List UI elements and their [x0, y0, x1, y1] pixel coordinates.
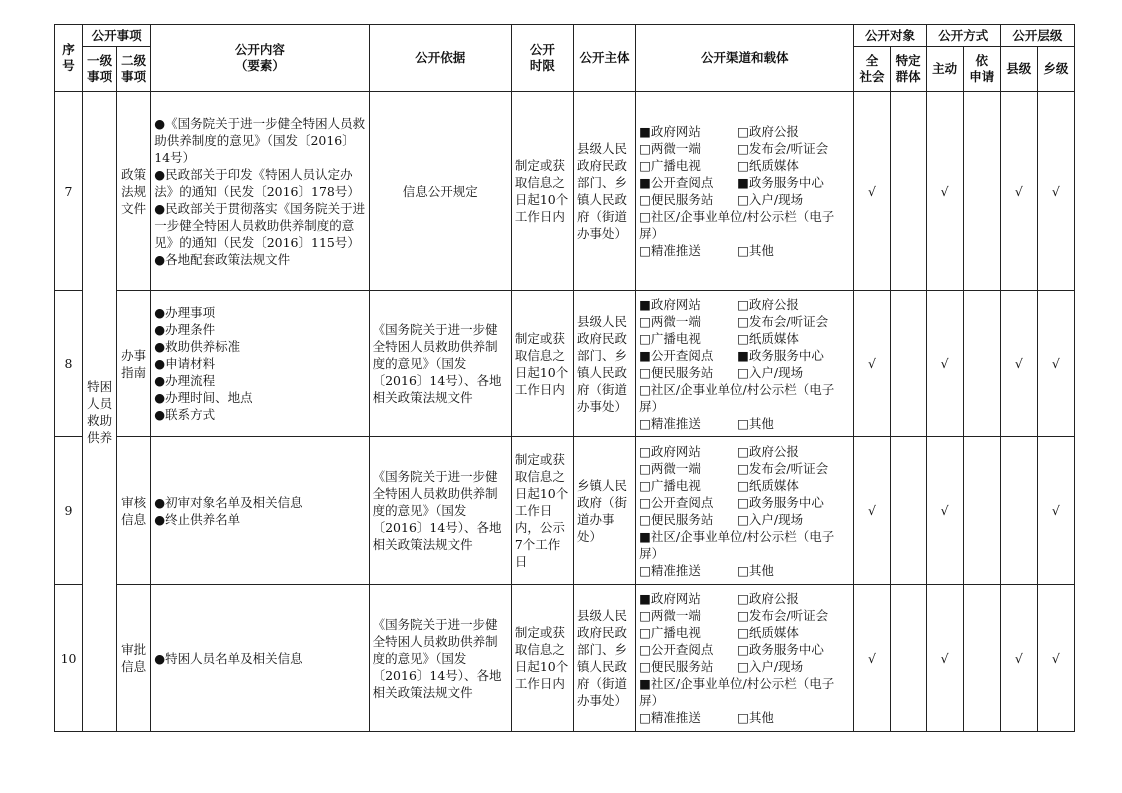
header-items-group: 公开事项 — [83, 25, 151, 47]
channel-option: □便民服务站 — [639, 659, 714, 674]
header-level2: 二级 事项 — [117, 47, 151, 92]
channel-option: □发布会/听证会 — [737, 608, 829, 623]
channel-option: □精准推送 — [639, 710, 701, 725]
row-channels — [636, 92, 854, 291]
channel-option: □公开查阅点 — [639, 642, 714, 657]
content-bullet: ●民政部关于印发《特困人员认定办法》的通知（民发〔2016〕178号） — [154, 166, 360, 199]
header-method-request: 依 申请 — [963, 47, 1000, 92]
table-row — [55, 437, 1075, 585]
content-bullet: ●特困人员名单及相关信息 — [154, 650, 303, 666]
row-level-county — [1000, 437, 1037, 585]
header-subject: 公开主体 — [573, 25, 635, 92]
row-method-active: √ — [926, 291, 963, 437]
content-bullet: ●终止供养名单 — [154, 511, 241, 527]
content-bullet: ●联系方式 — [154, 407, 216, 422]
channel-option: □政府公报 — [737, 591, 799, 606]
header-seq: 序 号 — [55, 25, 83, 92]
header-method-group: 公开方式 — [926, 25, 1000, 47]
content-bullet: ●民政部关于贯彻落实《国务院关于进一步健全特困人员救助供养制度的意见》的通知（民发〔2016〕115号） — [154, 200, 366, 250]
channel-option: □发布会/听证会 — [737, 313, 829, 329]
channel-option: □纸质媒体 — [737, 330, 799, 346]
header-level1: 一级 事项 — [83, 47, 117, 92]
channel-option: ■公开查阅点 — [639, 347, 714, 363]
channel-option: □便民服务站 — [639, 511, 714, 527]
channel-option: □入户/现场 — [737, 192, 804, 207]
row-basis: 信息公开规定 — [369, 92, 511, 291]
channel-option: □公开查阅点 — [639, 494, 714, 510]
channel-option: □广播电视 — [639, 330, 701, 346]
row-subitem: 审批信息 — [117, 585, 151, 732]
content-bullet: ●申请材料 — [154, 356, 216, 371]
content-bullet: ●办理时间、地点 — [154, 390, 253, 405]
row-method-request — [963, 92, 1000, 291]
channel-option: □便民服务站 — [639, 364, 714, 380]
channel-option: □便民服务站 — [639, 192, 714, 207]
channel-option: ■公开查阅点 — [639, 175, 714, 190]
channel-option: □政府公报 — [737, 124, 799, 139]
row-content — [151, 437, 369, 585]
header-channels: 公开渠道和载体 — [636, 25, 854, 92]
channel-option: □发布会/听证会 — [737, 460, 829, 476]
channel-option: □入户/现场 — [737, 659, 804, 674]
row-audience-all: √ — [854, 92, 890, 291]
channel-option: □精准推送 — [639, 243, 701, 258]
content-bullet: ●救助供养标准 — [154, 339, 241, 354]
header-audience-specific: 特定 群体 — [890, 47, 926, 92]
channel-option: □纸质媒体 — [737, 477, 799, 493]
channel-option: □政府网站 — [639, 443, 701, 459]
channel-option: ■政务服务中心 — [737, 175, 824, 190]
channel-option: □其他 — [737, 710, 774, 725]
row-channels — [636, 585, 854, 732]
row-subitem: 审核信息 — [117, 437, 151, 585]
channel-option: ■政务服务中心 — [737, 347, 824, 363]
row-subitem: 政策法规文件 — [117, 92, 151, 291]
row-content — [151, 291, 369, 437]
row-subitem: 办事指南 — [117, 291, 151, 437]
content-bullet: ●办理流程 — [154, 373, 216, 388]
channel-option: ■政府网站 — [639, 296, 701, 312]
channel-option: □政府公报 — [737, 296, 799, 312]
row-audience-specific — [890, 92, 926, 291]
row-time-limit: 制定或获取信息之日起10个工作日内 — [511, 92, 573, 291]
row-level-township: √ — [1037, 585, 1074, 732]
channel-option: □政务服务中心 — [737, 642, 824, 657]
row-subject: 县级人民政府民政部门、乡镇人民政府（街道办事处） — [573, 585, 635, 732]
channel-option: □入户/现场 — [737, 511, 804, 527]
row-seq: 10 — [55, 585, 83, 732]
channel-option: □政务服务中心 — [737, 494, 824, 510]
row-audience-specific — [890, 291, 926, 437]
channel-option: □纸质媒体 — [737, 625, 799, 640]
row-content — [151, 585, 369, 732]
category-cell: 特困人员救助供养 — [83, 92, 117, 732]
row-audience-specific — [890, 585, 926, 732]
row-level-county: √ — [1000, 585, 1037, 732]
row-basis: 《国务院关于进一步健全特困人员救助供养制度的意见》（国发〔2016〕14号）、各地相关政策法规文件 — [369, 437, 511, 585]
row-time-limit: 制定或获取信息之日起10个工作日内 — [511, 585, 573, 732]
content-bullet: ●初审对象名单及相关信息 — [154, 494, 303, 510]
channel-option: □其他 — [737, 415, 774, 431]
row-method-request — [963, 291, 1000, 437]
channel-option: □其他 — [737, 243, 774, 258]
row-time-limit: 制定或获取信息之日起10个工作日内 — [511, 291, 573, 437]
row-basis: 《国务院关于进一步健全特困人员救助供养制度的意见》（国发〔2016〕14号）、各地相关政策法规文件 — [369, 585, 511, 732]
channel-option: □精准推送 — [639, 562, 701, 578]
channel-option: □两微一端 — [639, 460, 701, 476]
row-channels — [636, 437, 854, 585]
header-level-county: 县级 — [1000, 47, 1037, 92]
row-audience-all: √ — [854, 291, 890, 437]
table-row — [55, 291, 1075, 437]
row-audience-specific — [890, 437, 926, 585]
content-bullet: ●办理事项 — [154, 305, 216, 320]
table-row — [55, 92, 1075, 291]
table-row — [55, 585, 1075, 732]
row-audience-all: √ — [854, 437, 890, 585]
content-bullet: ●办理条件 — [154, 322, 216, 337]
channel-option: □纸质媒体 — [737, 158, 799, 173]
channel-option: ■社区/企事业单位/村公示栏（电子屏） — [639, 528, 835, 561]
row-audience-all: √ — [854, 585, 890, 732]
channel-option: ■社区/企事业单位/村公示栏（电子屏） — [639, 676, 835, 708]
row-content — [151, 92, 369, 291]
disclosure-table — [54, 24, 1075, 732]
content-bullet: ●《国务院关于进一步健全特困人员救助供养制度的意见》（国发〔2016〕14号） — [154, 115, 366, 165]
channel-option: □其他 — [737, 562, 774, 578]
channel-option: □政府公报 — [737, 443, 799, 459]
row-method-active: √ — [926, 437, 963, 585]
header-audience-all: 全 社会 — [854, 47, 890, 92]
channel-option: □精准推送 — [639, 415, 701, 431]
channel-option: □社区/企事业单位/村公示栏（电子屏） — [639, 381, 835, 414]
channel-option: ■政府网站 — [639, 591, 701, 606]
channel-option: □社区/企事业单位/村公示栏（电子屏） — [639, 209, 835, 241]
header-method-active: 主动 — [926, 47, 963, 92]
row-subject: 乡镇人民政府（街道办事处） — [573, 437, 635, 585]
channel-option: □两微一端 — [639, 313, 701, 329]
channel-option: □发布会/听证会 — [737, 141, 829, 156]
row-subject: 县级人民政府民政部门、乡镇人民政府（街道办事处） — [573, 92, 635, 291]
row-level-township: √ — [1037, 92, 1074, 291]
row-method-active: √ — [926, 585, 963, 732]
row-method-request — [963, 437, 1000, 585]
channel-option: □广播电视 — [639, 158, 701, 173]
channel-option: ■政府网站 — [639, 124, 701, 139]
row-basis: 《国务院关于进一步健全特困人员救助供养制度的意见》（国发〔2016〕14号）、各地相关政策法规文件 — [369, 291, 511, 437]
header-level-township: 乡级 — [1037, 47, 1074, 92]
header-audience-group: 公开对象 — [854, 25, 926, 47]
channel-option: □入户/现场 — [737, 364, 804, 380]
header-level-group: 公开层级 — [1000, 25, 1074, 47]
row-level-township: √ — [1037, 291, 1074, 437]
header-time-limit: 公开 时限 — [511, 25, 573, 92]
row-channels — [636, 291, 854, 437]
row-seq: 8 — [55, 291, 83, 437]
channel-option: □两微一端 — [639, 608, 701, 623]
row-method-active: √ — [926, 92, 963, 291]
header-content: 公开内容 （要素） — [151, 25, 369, 92]
row-method-request — [963, 585, 1000, 732]
row-level-county: √ — [1000, 92, 1037, 291]
row-seq: 7 — [55, 92, 83, 291]
channel-option: □广播电视 — [639, 625, 701, 640]
row-time-limit: 制定或获取信息之日起10个工作日内，公示7个工作日 — [511, 437, 573, 585]
row-level-county: √ — [1000, 291, 1037, 437]
row-level-township: √ — [1037, 437, 1074, 585]
row-subject: 县级人民政府民政部门、乡镇人民政府（街道办事处） — [573, 291, 635, 437]
row-seq: 9 — [55, 437, 83, 585]
channel-option: □广播电视 — [639, 477, 701, 493]
content-bullet: ●各地配套政策法规文件 — [154, 251, 291, 267]
channel-option: □两微一端 — [639, 141, 701, 156]
header-basis: 公开依据 — [369, 25, 511, 92]
